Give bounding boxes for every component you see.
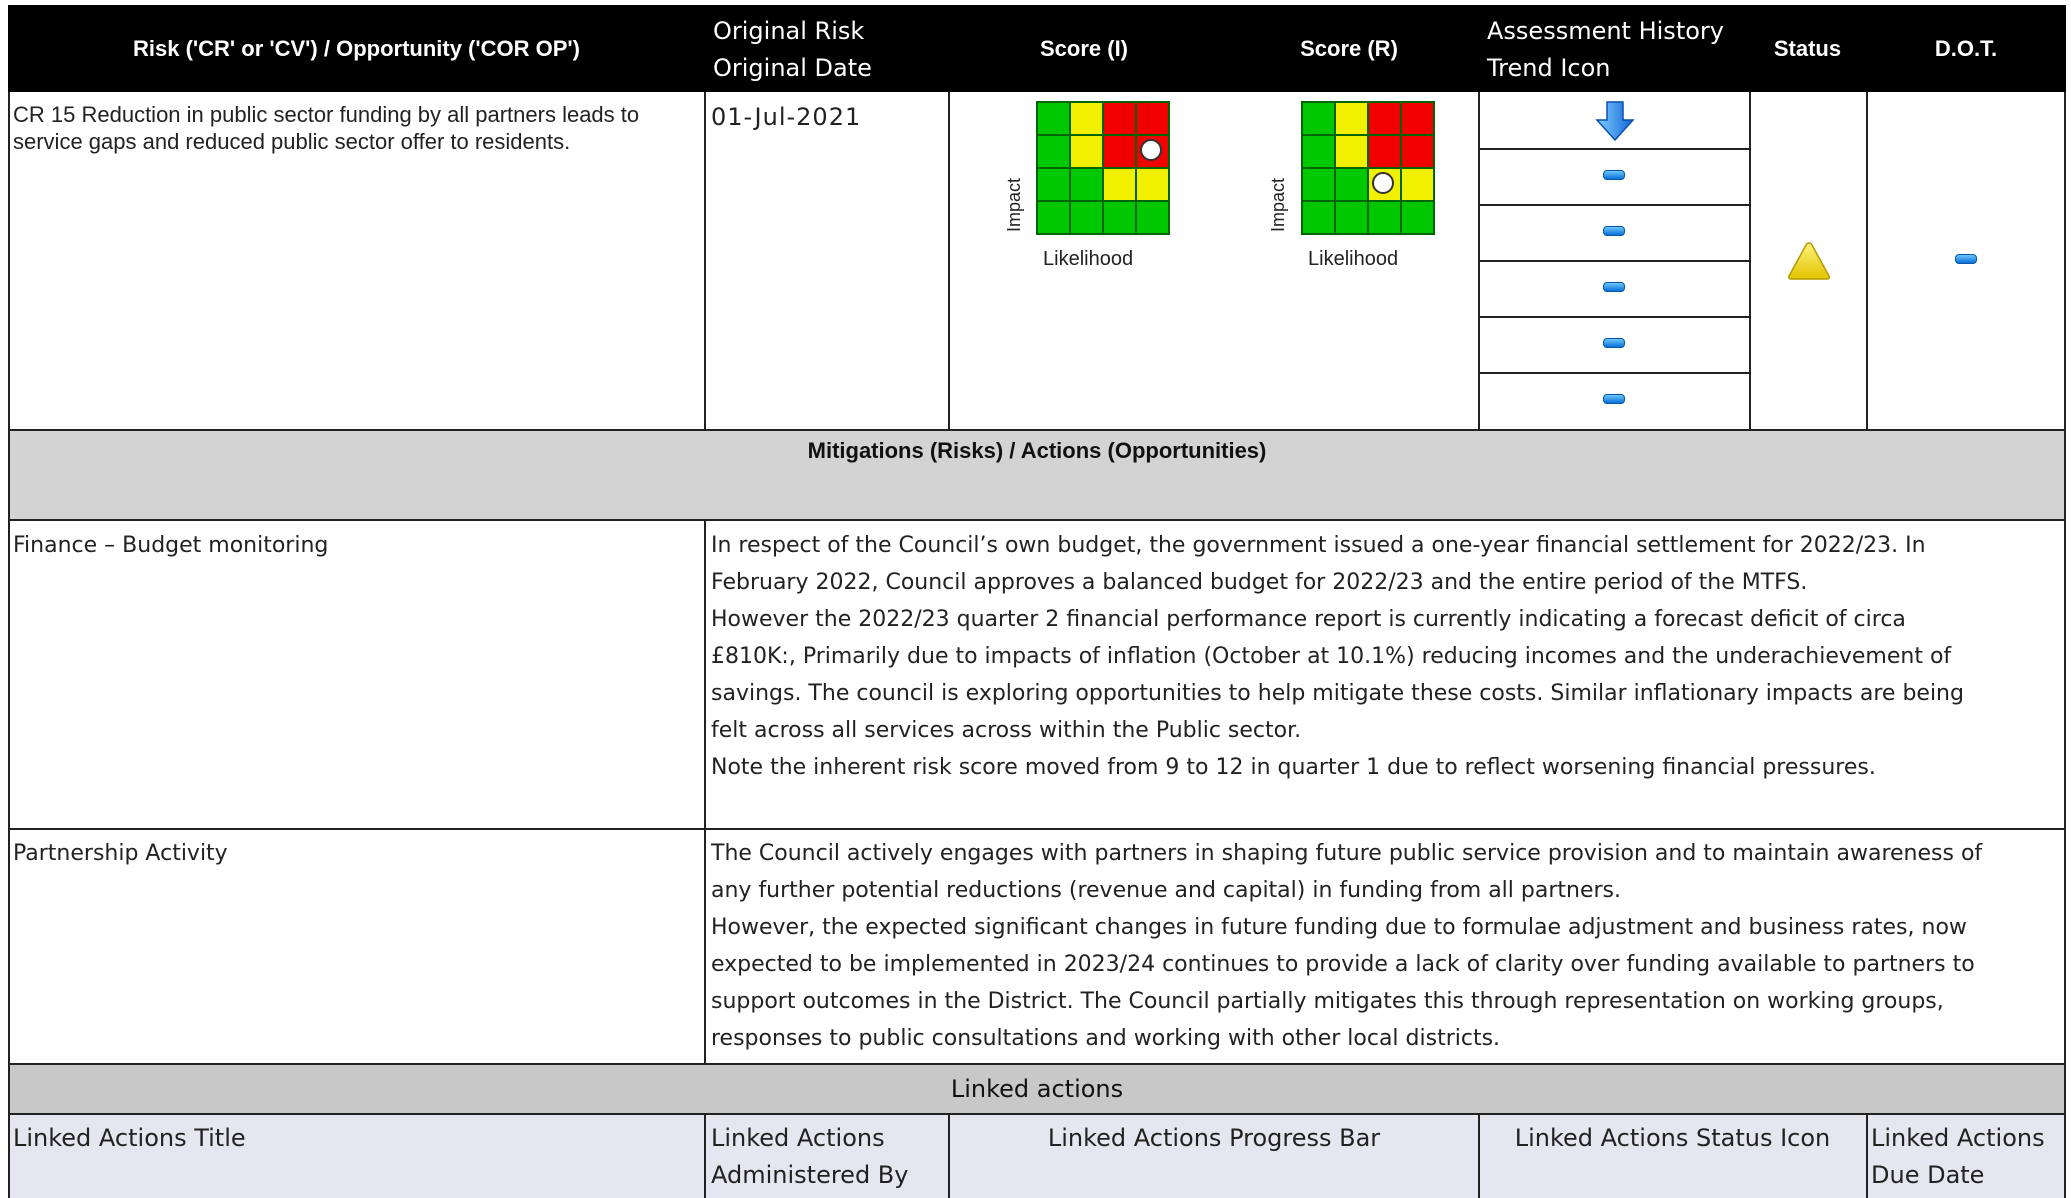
score-r-impact-label: Impact — [1268, 177, 1288, 232]
history-no-change-icon-2 — [1603, 170, 1625, 180]
matrix-cell — [1402, 202, 1433, 233]
text-line: In respect of the Council’s own budget, the government issued a one-year financial settlement for 2022/23. In — [711, 533, 1926, 558]
text-line: Note the inherent risk score moved from 9 to 12 in quarter 1 due to reflect worsening financial pressures. — [711, 755, 1876, 780]
matrix-cell — [1336, 169, 1367, 200]
matrix-cell — [1137, 136, 1168, 167]
linked-col-due-line1: Linked Actions — [1871, 1124, 2045, 1152]
dot-no-change-icon — [1955, 254, 1977, 264]
matrix-cell — [1104, 136, 1135, 167]
linked-col-admin-line1: Linked Actions — [711, 1124, 885, 1152]
risk-title: CR 15 Reduction in public sector funding by all partners leads to service gaps and reduced public sector offer to residents. — [13, 102, 640, 154]
linked-col-due-line2: Due Date — [1871, 1161, 1985, 1189]
header-original-risk: Original Risk — [713, 17, 865, 45]
header-score-i: Score (I) — [949, 5, 1219, 92]
divider — [1866, 1114, 1868, 1198]
matrix-cell — [1104, 202, 1135, 233]
matrix-cell — [1137, 103, 1168, 134]
divider — [704, 520, 706, 1064]
divider — [704, 1114, 706, 1198]
history-no-change-icon-4 — [1603, 282, 1625, 292]
header-original-date: Original Date — [713, 54, 872, 82]
matrix-cell — [1303, 136, 1334, 167]
score-r-likelihood-label: Likelihood — [1308, 248, 1399, 270]
matrix-cell — [1071, 103, 1102, 134]
table-border-right — [2064, 92, 2066, 1198]
score-i-impact-label: Impact — [1004, 177, 1024, 232]
text-line: support outcomes in the District. The Council partially mitigates this through representation on working groups, — [711, 989, 1944, 1014]
matrix-cell — [1402, 136, 1433, 167]
text-line: February 2022, Council approves a balanced budget for 2022/23 and the entire period of the MTFS. — [711, 570, 1808, 595]
matrix-cell — [1104, 169, 1135, 200]
matrix-cell — [1402, 169, 1433, 200]
text-line: The Council actively engages with partners in shaping future public service provision and to maintain awareness of — [711, 841, 1983, 866]
linked-col-progress: Linked Actions Progress Bar — [1047, 1124, 1381, 1152]
text-line: However the 2022/23 quarter 2 financial performance report is currently indicating a forecast deficit of circa — [711, 607, 1906, 632]
divider — [8, 519, 2066, 521]
divider — [8, 429, 2066, 431]
divider — [1866, 92, 1868, 430]
linked-col-admin-line2: Administered By — [711, 1161, 909, 1189]
matrix-cell — [1369, 103, 1400, 134]
divider — [1478, 316, 1751, 318]
matrix-cell — [1369, 169, 1400, 200]
text-line: However, the expected significant changes in future funding due to formulae adjustment and business rates, now — [711, 915, 1967, 940]
divider — [704, 92, 706, 430]
text-line: savings. The council is exploring opportunities to help mitigate these costs. Similar inflationary impacts are being — [711, 681, 1964, 706]
matrix-cell — [1038, 103, 1069, 134]
matrix-cell — [1336, 103, 1367, 134]
status-warning-triangle-icon — [1786, 240, 1832, 282]
linked-col-status: Linked Actions Status Icon — [1514, 1124, 1831, 1152]
history-no-change-icon-3 — [1603, 226, 1625, 236]
header-history — [1479, 5, 1749, 92]
table-border-left — [8, 92, 10, 1198]
divider — [1478, 260, 1751, 262]
matrix-cell — [1071, 169, 1102, 200]
score-r-matrix — [1301, 101, 1435, 235]
text-line: expected to be implemented in 2023/24 continues to provide a lack of clarity over funding available to partners to — [711, 952, 1975, 977]
text-line: felt across all services across within the Public sector. — [711, 718, 1302, 743]
mitigation-partnership-title: Partnership Activity — [13, 841, 228, 866]
matrix-cell — [1137, 202, 1168, 233]
matrix-cell — [1038, 202, 1069, 233]
score-marker — [1140, 139, 1162, 161]
header-risk: Risk ('CR' or 'CV') / Opportunity ('COR OP') — [8, 5, 705, 92]
text-line: £810K:, Primarily due to impacts of inflation (October at 10.1%) reducing incomes and the underachievement of — [711, 644, 1952, 669]
matrix-cell — [1369, 202, 1400, 233]
divider — [1478, 1114, 1480, 1198]
matrix-cell — [1137, 169, 1168, 200]
mitigations-heading: Mitigations (Risks) / Actions (Opportunities) — [807, 438, 1267, 463]
divider — [8, 1063, 2066, 1065]
linked-col-due — [1871, 1120, 2045, 1194]
text-line: responses to public consultations and working with other local districts. — [711, 1026, 1501, 1051]
divider — [1478, 204, 1751, 206]
score-i-matrix — [1036, 101, 1170, 235]
matrix-cell — [1303, 169, 1334, 200]
mitigations-heading-row — [8, 430, 2066, 520]
header-score-r: Score (R) — [1219, 5, 1479, 92]
divider — [8, 1113, 2066, 1115]
linked-col-title: Linked Actions Title — [13, 1124, 246, 1152]
header-history-line1: Assessment History — [1487, 17, 1724, 45]
text-line: any further potential reductions (revenue and capital) in funding from all partners. — [711, 878, 1621, 903]
history-arrow-down-icon — [1595, 100, 1635, 142]
matrix-cell — [1303, 202, 1334, 233]
divider — [948, 92, 950, 430]
linked-col-admin — [711, 1120, 908, 1194]
matrix-cell — [1336, 202, 1367, 233]
matrix-cell — [1336, 136, 1367, 167]
matrix-cell — [1303, 103, 1334, 134]
matrix-cell — [1038, 136, 1069, 167]
matrix-cell — [1104, 103, 1135, 134]
score-i-likelihood-label: Likelihood — [1043, 248, 1134, 270]
matrix-cell — [1402, 103, 1433, 134]
matrix-cell — [1369, 136, 1400, 167]
header-dot: D.O.T. — [1866, 5, 2066, 92]
score-marker — [1372, 172, 1394, 194]
matrix-cell — [1071, 202, 1102, 233]
mitigation-partnership-text — [711, 835, 2061, 1057]
history-no-change-icon-5 — [1603, 338, 1625, 348]
matrix-cell — [1038, 169, 1069, 200]
header-original — [705, 5, 949, 92]
linked-heading-row — [8, 1064, 2066, 1114]
risk-original-date: 01-Jul-2021 — [711, 103, 862, 131]
header-status: Status — [1749, 5, 1866, 92]
divider — [948, 1114, 950, 1198]
header-history-line2: Trend Icon — [1487, 54, 1611, 82]
mitigation-finance-title: Finance – Budget monitoring — [13, 533, 329, 558]
mitigation-finance-text — [711, 527, 2061, 786]
divider — [1478, 372, 1751, 374]
divider — [8, 828, 2066, 830]
matrix-cell — [1071, 136, 1102, 167]
divider — [1478, 148, 1751, 150]
history-no-change-icon-6 — [1603, 394, 1625, 404]
linked-heading: Linked actions — [950, 1075, 1124, 1103]
